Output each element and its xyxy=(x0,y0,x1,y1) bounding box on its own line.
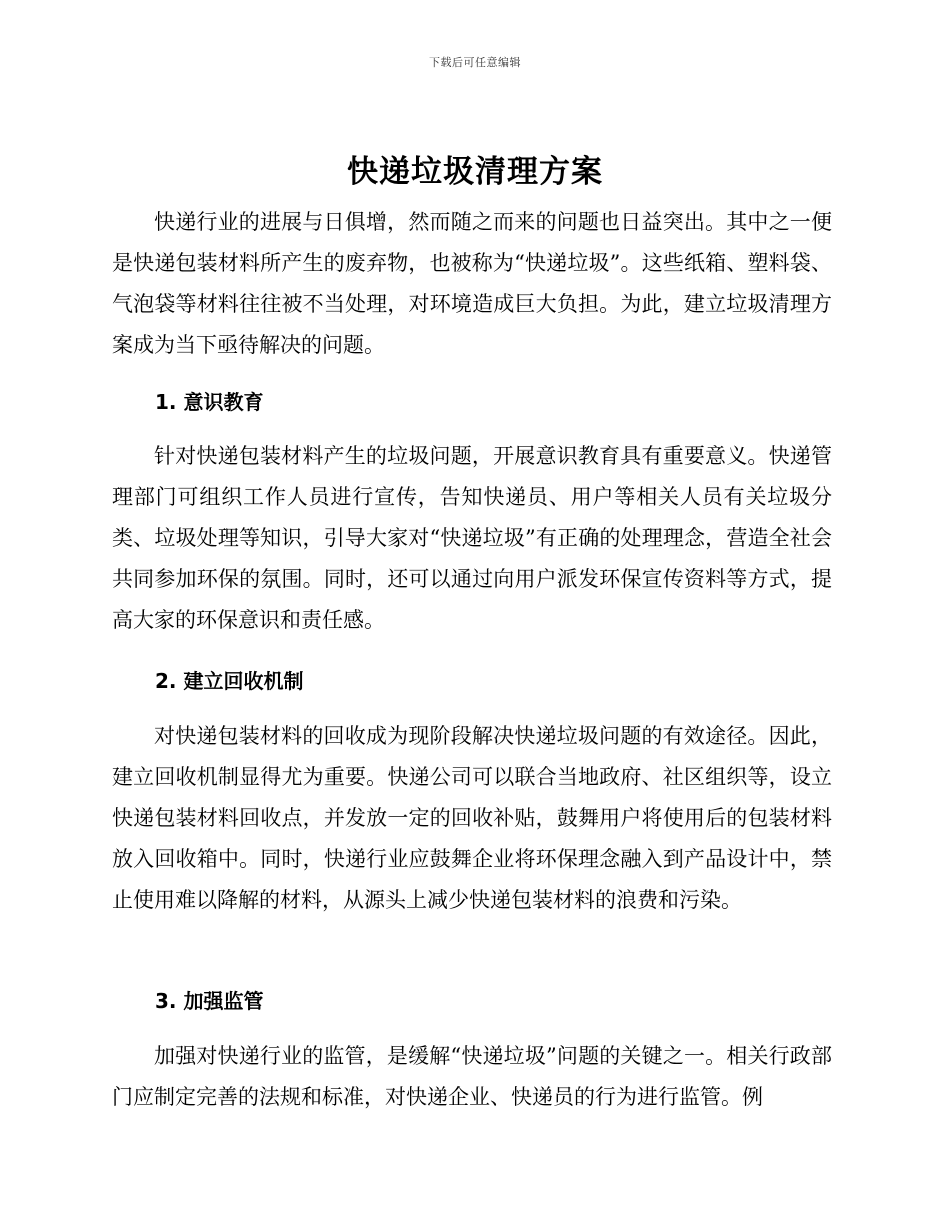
section-paragraph-recycling: 对快递包装材料的回收成为现阶段解决快递垃圾问题的有效途径。因此，建立回收机制显得尤为重要。快递公司可以联合当地政府、社区组织等，设立快递包装材料回收点，并发放一定的回收补贴，鼓舞用户将使用后的包装材料放入回收箱中。同时，快递行业应鼓舞企业将环保理念融入到产品设计中，禁止使用难以降解的材料，从源头上减少快递包装材料的浪费和污染。 xyxy=(112,724,832,912)
section-paragraph-supervision: 加强对快递行业的监管，是缓解“快递垃圾”问题的关键之一。相关行政部门应制定完善的法规和标准，对快递企业、快递员的行为进行监管。例 xyxy=(112,1044,832,1109)
section-heading-recycling: 2. 建立回收机制 xyxy=(155,669,304,693)
header-note: 下载后可任意编辑 xyxy=(429,56,521,69)
section-paragraph-awareness: 针对快递包装材料产生的垃圾问题，开展意识教育具有重要意义。快递管理部门可组织工作人员进行宣传，告知快递员、用户等相关人员有关垃圾分类、垃圾处理等知识，引导大家对“快递垃圾”有正确的处理理念，营造全社会共同参加环保的氛围。同时，还可以通过向用户派发环保宣传资料等方式，提高大家的环保意识和责任感。 xyxy=(112,444,832,632)
section-heading-awareness: 1. 意识教育 xyxy=(155,390,264,414)
intro-paragraph: 快递行业的进展与日俱增，然而随之而来的问题也日益突出。其中之一便是快递包装材料所产生的废弃物，也被称为“快递垃圾”。这些纸箱、塑料袋、气泡袋等材料往往被不当处理，对环境造成巨大负担。为此，建立垃圾清理方案成为当下亟待解决的问题。 xyxy=(112,210,832,357)
document-title: 快递垃圾清理方案 xyxy=(347,154,603,190)
section-heading-supervision: 3. 加强监管 xyxy=(155,989,264,1013)
